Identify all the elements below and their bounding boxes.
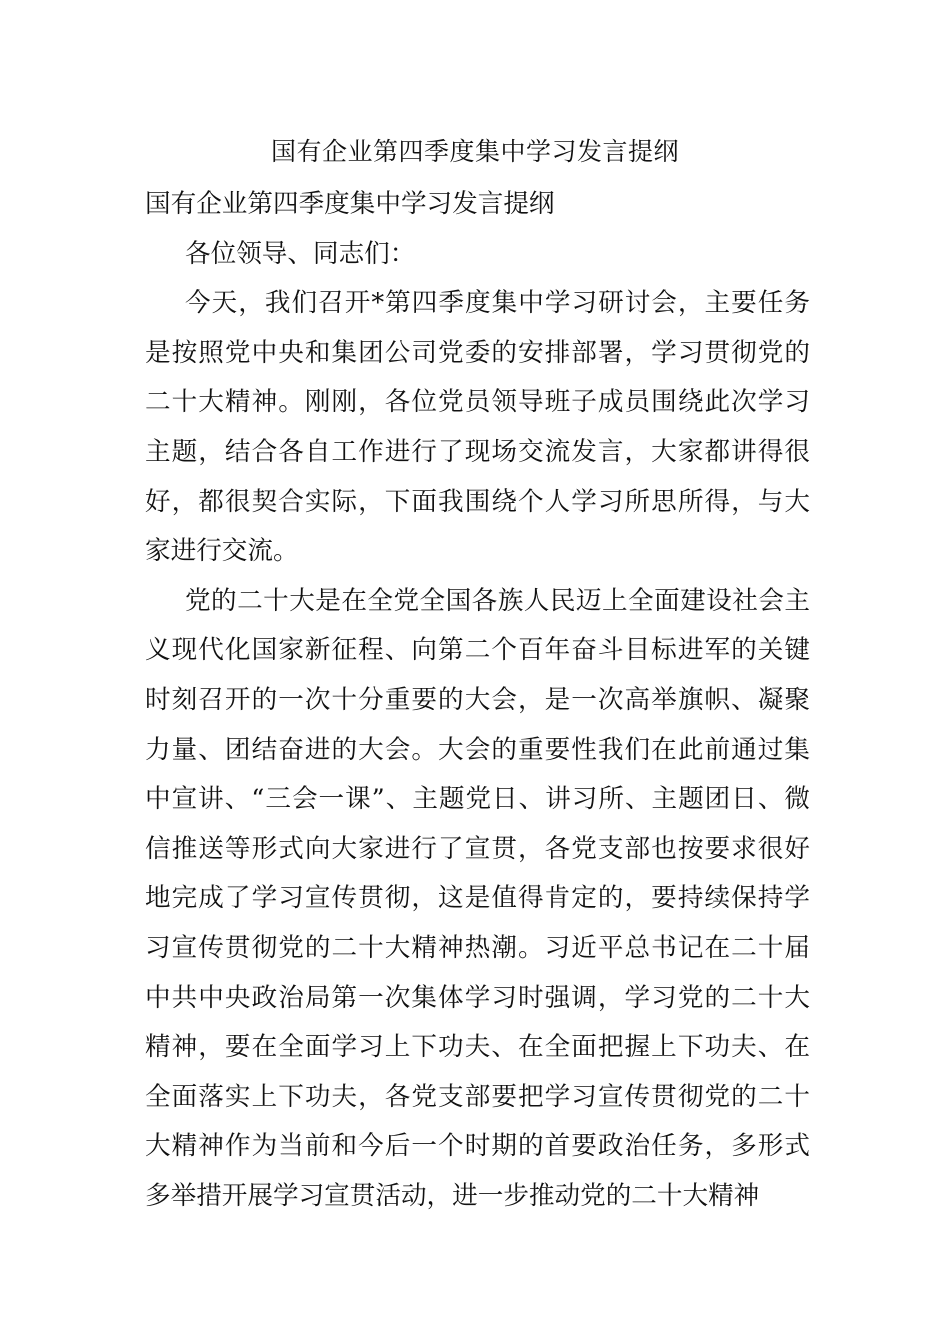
greeting: 各位领导、同志们： [185,238,416,269]
document-body [145,180,810,1221]
document-subtitle: 国有企业第四季度集中学习发言提纲 [145,189,555,219]
paragraph: 党的二十大是在全党全国各族人民迈上全面建设社会主义现代化国家新征程、向第二个百年奋斗目标进军的关键时刻召开的一次十分重要的大会，是一次高举旗帜、凝聚力量、团结奋进的大会。大会的重要性我们在此前通过集中宣讲、“三会一课”、主题党日、讲习所、主题团日、微信推送等形式向大家进行了宣贯，各党支部也按要求很好地完成了学习宣传贯彻，这是值得肯定的，要持续保持学习宣传贯彻党的二十大精神热潮。习近平总书记在二十届中共中央政治局第一次集体学习时强调，学习党的二十大精神，要在全面学习上下功夫、在全面把握上下功夫、在全面落实上下功夫，各党支部要把学习宣传贯彻党的二十大精神作为当前和今后一个时期的首要政治任务，多形式多举措开展学习宣贯活动，进一步推动党的二十大精神 [145,585,810,1211]
paragraph: 今天，我们召开*第四季度集中学习研讨会，主要任务是按照党中央和集团公司党委的安排部署，学习贯彻党的二十大精神。刚刚，各位党员领导班子成员围绕此次学习主题，结合各自工作进行了现场交流发言，大家都讲得很好，都很契合实际，下面我围绕个人学习所思所得，与大家进行交流。 [145,288,810,567]
document-title: 国有企业第四季度集中学习发言提纲 [270,137,679,166]
